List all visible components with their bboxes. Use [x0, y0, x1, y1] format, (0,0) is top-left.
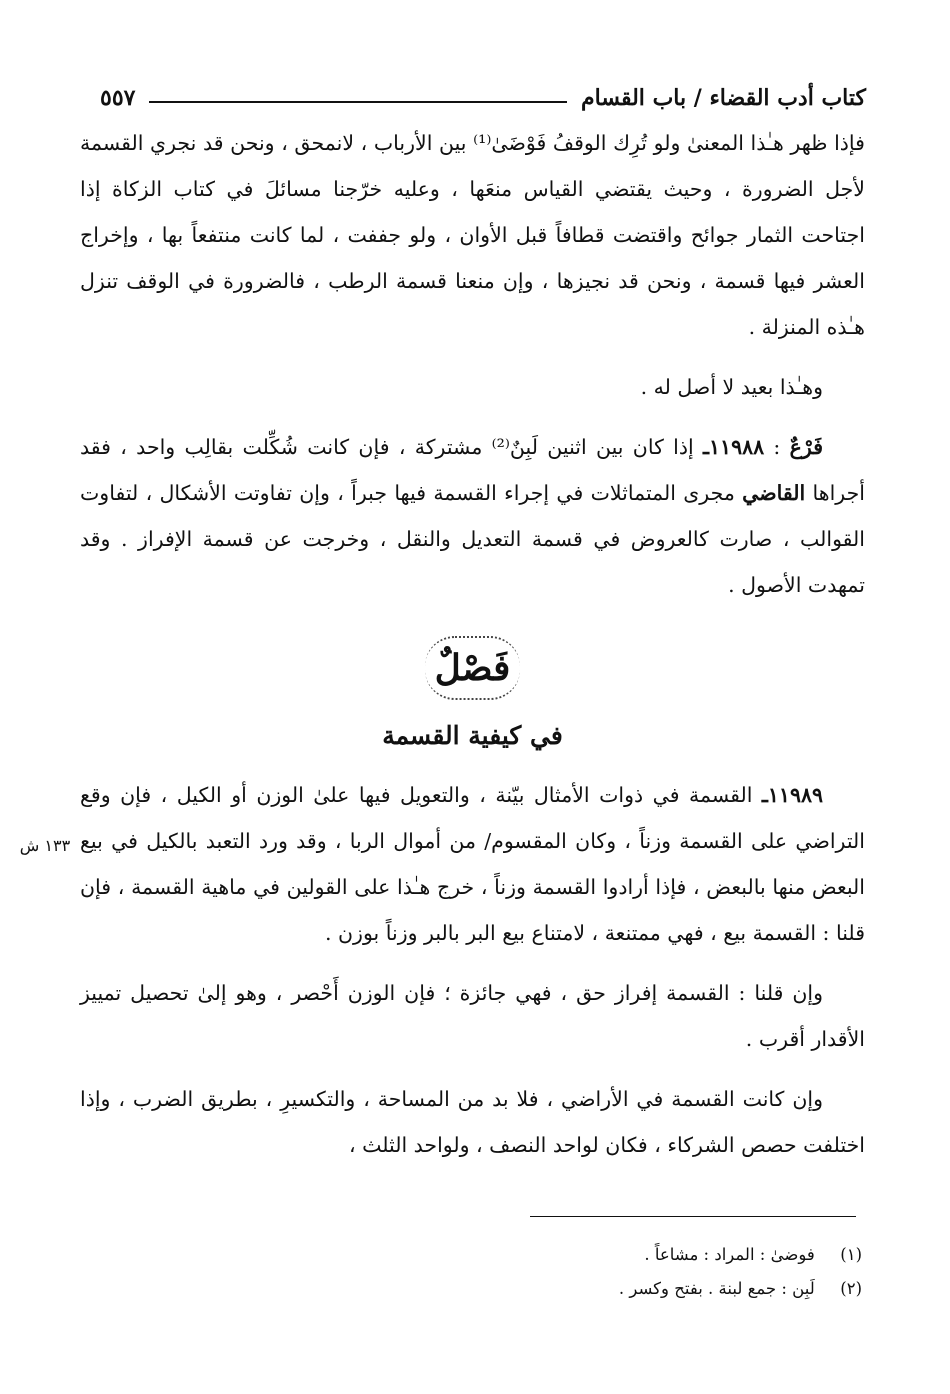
header-title: كتاب أدب القضاء / باب القسام — [581, 85, 866, 111]
running-header — [100, 78, 866, 118]
marginal-manuscript-ref: ١٣٣ ش — [19, 836, 71, 855]
paragraph-5: وإن قلنا : القسمة إفراز حق ، فهي جائزة ؛ فإن الوزن أَحْصر ، وهو إلىٰ تحصيل تمييز الأقدار أقرب . — [80, 981, 865, 1051]
paragraph-3-part-b: مجرى المتماثلات في إجراء القسمة فيها جبراً ، وإن تفاوتت الأشكال ، لتفاوت القوالب ، صارت كالعروض في قسمة التعديل والنقل ، وخرجت عن قسمة الإفراز . وقد تمهدت الأصول . — [80, 481, 865, 597]
footnote-1-text: فوضىٰ : المراد : مشاعاً . — [644, 1245, 815, 1264]
fasl-ornament: فَصْلٌ — [425, 636, 521, 700]
header-rule — [149, 101, 567, 103]
main-text-section-1 — [80, 120, 865, 608]
highlighted-word: القاضي — [742, 481, 806, 505]
paragraph-3: فَرْعٌ : ١١٩٨٨ـ إذا كان بين اثنين لَبِنٌ⁽²⁾ مشتركة ، فإن كانت شُكِّلت بقالِب واحد ، فقد أجراها القاضي مجرى المتماثلات في إجراء القسمة فيها جبراً ، وإن تفاوتت الأشكال ، لتفاوت القوالب ، صارت كالعروض في قسمة التعديل والنقل ، وخرجت عن قسمة الإفراز . وقد تمهدت الأصول . — [80, 435, 865, 597]
issue-number: ١١٩٨٨ـ — [703, 435, 765, 459]
footnotes — [80, 1238, 862, 1306]
footnote-2-text: لَبِن : جمع لبنة . بفتح وكسر . — [618, 1279, 815, 1298]
footnote-2-number: (٢) — [840, 1279, 862, 1298]
section-heading — [80, 636, 865, 756]
paragraph-4 — [80, 772, 865, 956]
paragraph-6: وإن كانت القسمة في الأراضي ، فلا بد من المساحة ، والتكسيرِ ، بطريق الضرب ، وإذا اختلفت حصص الشركاء ، فكان لواحد النصف ، ولواحد الثلث ، — [80, 1087, 865, 1157]
paragraph-4-text: القسمة في ذوات الأمثال بيّنة ، والتعويل فيها علىٰ الوزن أو الكيل ، فإن وقع التراضي على القسمة وزناً ، وكان المقسوم/ من أموال الربا ، وقد ورد التعبد بالكيل في بيع البعض منها بالبعض ، فإذا أرادوا القسمة وزناً ، خرج هـٰذا على القولين في ماهية القسمة ، فإن قلنا : القسمة بيع ، فهي ممتنعة ، لامتناع بيع البر بالبر وزناً بوزن . — [80, 783, 865, 945]
main-text-section-2 — [80, 772, 865, 1168]
section-subtitle: في كيفية القسمة — [382, 721, 563, 750]
footnote-divider — [530, 1216, 856, 1217]
paragraph-2: وهـٰذا بعيد لا أصل له . — [640, 375, 823, 399]
page-number: ٥٥٧ — [100, 85, 136, 111]
footnote-1 — [80, 1238, 862, 1272]
footnote-2 — [80, 1272, 862, 1306]
far-label: فَرْعٌ — [789, 435, 823, 459]
paragraph-3-part-a: إذا كان بين اثنين لَبِنٌ⁽²⁾ مشتركة ، فإن كانت شُكِّلت بقالِب واحد ، فقد أجراها — [80, 435, 865, 505]
issue-number-2: ١١٩٨٩ـ — [761, 783, 823, 807]
footnote-1-number: (١) — [840, 1245, 862, 1264]
paragraph-1: فإذا ظهر هـٰذا المعنىٰ ولو تُرِك الوقفُ فَوْضَىٰ⁽¹⁾ بين الأرباب ، لانمحق ، ونحن قد نجري القسمة لأجل الضرورة ، وحيث يقتضي القياس منعَها ، وعليه خرّجنا مسائلَ في كتاب الزكاة إذا اجتاحت الثمار جوائح واقتضت قطافاً قبل الأوان ، ولو جففت ، لما كانت منتفعاً بها ، وإخراج العشر فيها قسمة ، ونحن قد نجيزها ، وإن منعنا قسمة الرطب ، فالضرورة في الوقف تنزل هـٰذه المنزلة . — [80, 131, 865, 339]
